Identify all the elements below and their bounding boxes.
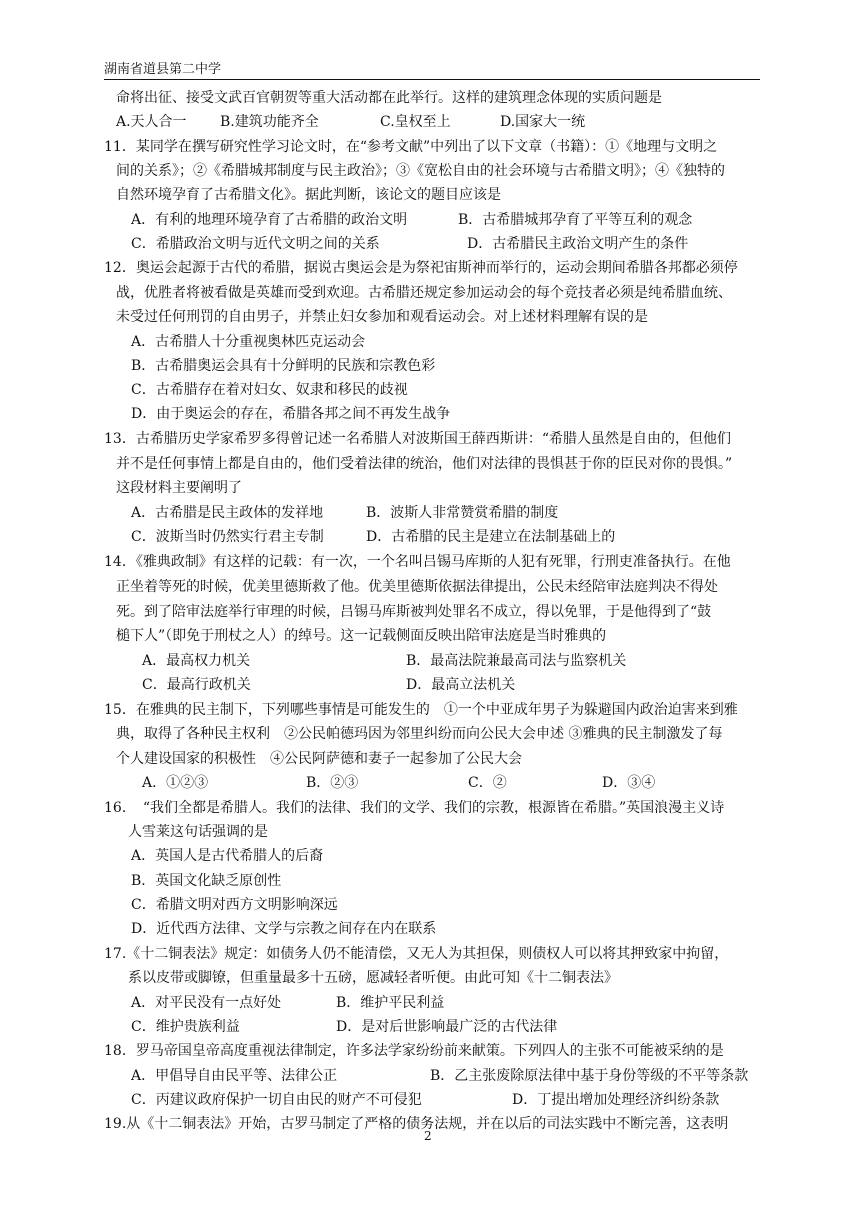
question-12-line-3: 未受过任何刑罚的自由男子，并禁止妇女参加和观看运动会。对上述材料理解有误的是 [116,309,648,325]
question-14-option-c: C．最高行政机关 [142,677,251,693]
question-12-option-c: C．古希腊存在着对妇女、奴隶和移民的歧视 [131,382,408,398]
option-a: A.天人合一 [116,114,187,130]
question-14-line-3: 死。到了陪审法庭举行审理的时候，吕锡马库斯被判处罪名不成立，得以免罪，于是他得到了“鼓 [116,604,712,620]
question-16-option-a: A．英国人是古代希腊人的后裔 [131,848,324,864]
question-17-option-a: A．对平民没有一点好处 [131,995,282,1011]
question-14-line-2: 正坐着等死的时候，优美里德斯救了他。优美里德斯依据法律提出，公民未经陪审法庭判决不得处 [116,579,718,595]
question-16-option-b: B．英国文化缺乏原创性 [131,873,282,889]
question-17-line-1: 17.《十二铜表法》规定：如债务人仍不能清偿，又无人为其担保，则债权人可以将其押致家中拘留， [104,946,729,962]
question-12-option-a: A．古希腊人十分重视奥林匹克运动会 [131,334,366,350]
question-12-option-d: D．由于奥运会的存在，希腊各邦之间不再发生战争 [131,406,451,422]
question-10-continuation: 命将出征、接受文武百官朝贺等重大活动都在此举行。这样的建筑理念体现的实质问题是 [116,90,662,106]
question-18-option-d: D．丁提出增加处理经济纠纷条款 [512,1092,720,1108]
question-13-line-2: 并不是任何事情上都是自由的，他们受着法律的统治，他们对法律的畏惧甚于你的臣民对你的畏惧。” [116,456,733,472]
option-d: D.国家大一统 [500,114,586,130]
question-15-option-a: A．①②③ [142,775,209,791]
question-13-line-1: 13．古希腊历史学家希罗多得曾记述一名希腊人对波斯国王薛西斯讲：“希腊人虽然是自由的，但他们 [104,431,731,447]
question-15-option-b: B．②③ [306,775,359,791]
question-14-line-1: 14．《雅典政制》有这样的记载：有一次，一个名叫吕锡马库斯的人犯有死罪，行刑吏准备执行。在他 [104,554,731,570]
page-number: 2 [424,1129,432,1143]
question-18-option-c: C．丙建议政府保护一切自由民的财产不可侵犯 [131,1092,422,1108]
question-13-option-d: D．古希腊的民主是建立在法制基础上的 [366,529,616,545]
option-b: B.建筑功能齐全 [220,114,319,130]
question-11-line-2: 间的关系》；②《希腊城邦制度与民主政治》；③《宽松自由的社会环境与古希腊文明》；④《独特的 [116,163,725,179]
question-14-line-4: 槌下人”（即免于刑杖之人）的绰号。这一记载侧面反映出陪审法庭是当时雅典的 [116,628,607,644]
school-header: 湖南省道县第二中学 [104,62,222,77]
question-14-option-b: B．最高法院兼最高司法与监察机关 [406,653,627,669]
question-18-line-1: 18．罗马帝国皇帝高度重视法律制定，许多法学家纷纷前来献策。下列四人的主张不可能被采纳的是 [104,1043,724,1059]
question-17-option-d: D．是对后世影响最广泛的古代法律 [336,1019,558,1035]
question-11-line-3: 自然环境孕育了古希腊文化》。据此判断，该论文的题目应该是 [116,187,501,203]
question-12-line-1: 12．奥运会起源于古代的希腊，据说古奥运会是为祭祀宙斯神而举行的，运动会期间希腊各邦都必须停 [104,260,738,276]
question-18-option-b: B．乙主张废除原法律中基于身份等级的不平等条款 [430,1068,749,1084]
question-15-option-c: C．② [468,775,507,791]
question-16-option-c: C．希腊文明对西方文明影响深远 [131,897,338,913]
question-13-option-b: B．波斯人非常赞赏希腊的制度 [366,505,559,521]
question-11-option-c: C．希腊政治文明与近代文明之间的关系 [131,236,380,252]
question-14-option-d: D．最高立法机关 [406,677,516,693]
question-11-line-1: 11．某同学在撰写研究性学习论文时，在“参考文献”中列出了以下文章（书籍）：①《地理与文明之 [104,139,718,155]
question-13-line-3: 这段材料主要阐明了 [116,480,242,496]
header-divider [104,79,760,80]
question-13-option-c: C．波斯当时仍然实行君主专制 [131,529,324,545]
question-15-line-1: 15．在雅典的民主制下，下列哪些事情是可能发生的 ①一个中亚成年男子为躲避国内政治迫害来到雅 [104,702,738,718]
question-19-line-1: 19.从《十二铜表法》开始，古罗马制定了严格的债务法规，并在以后的司法实践中不断完善，这表明 [104,1116,729,1132]
question-11-option-b: B．古希腊城邦孕育了平等互利的观念 [458,212,693,228]
question-18-option-a: A．甲倡导自由民平等、法律公正 [131,1068,338,1084]
question-12-line-2: 战，优胜者将被看做是英雄而受到欢迎。古希腊还规定参加运动会的每个竞技者必须是纯希腊血统、 [116,285,732,301]
question-11-option-d: D．古希腊民主政治文明产生的条件 [467,236,689,252]
question-13-option-a: A．古希腊是民主政体的发祥地 [131,505,324,521]
question-12-option-b: B．古希腊奥运会具有十分鲜明的民族和宗教色彩 [131,358,436,374]
question-14-option-a: A．最高权力机关 [142,653,251,669]
question-17-line-2: 系以皮带或脚镣，但重量最多十五磅，愿减轻者听便。由此可知《十二铜表法》 [128,970,618,986]
question-11-option-a: A．有利的地理环境孕育了古希腊的政治文明 [131,212,408,228]
question-17-option-b: B．维护平民利益 [336,995,445,1011]
question-16-line-1: 16． “我们全都是希腊人。我们的法律、我们的文学、我们的宗教，根源皆在希腊。”英国浪漫主义诗 [104,800,725,816]
option-c: C.皇权至上 [380,114,451,130]
question-16-line-2: 人雪莱这句话强调的是 [128,824,268,840]
question-15-option-d: D．③④ [602,775,656,791]
question-15-line-3: 个人建设国家的积极性 ④公民阿萨德和妻子一起参加了公民大会 [116,751,522,767]
question-15-line-2: 典，取得了各种民主权利 ②公民帕德玛因为邻里纠纷而向公民大会申述 ③雅典的民主制激发了每 [116,726,723,742]
question-16-option-d: D．近代西方法律、文学与宗教之间存在内在联系 [131,921,437,937]
question-17-option-c: C．维护贵族利益 [131,1019,240,1035]
